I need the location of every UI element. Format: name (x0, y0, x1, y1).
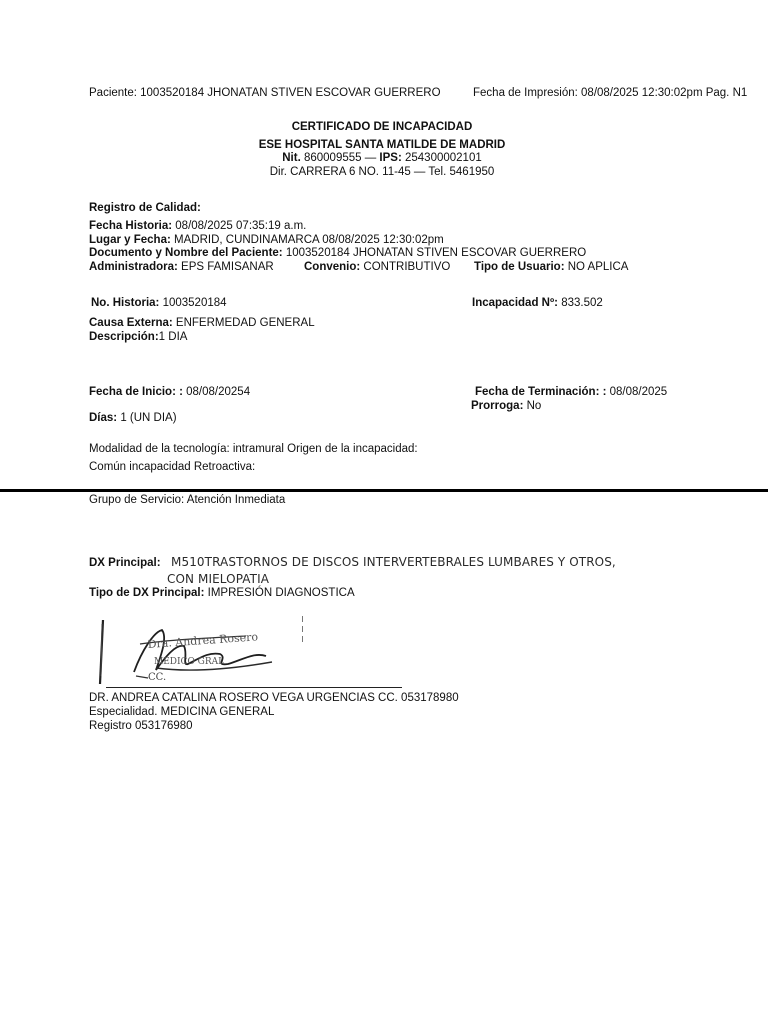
causa-value: ENFERMEDAD GENERAL (172, 317, 315, 329)
incapacidad-numero-label: Incapacidad Nº: (472, 297, 558, 309)
tipo-usuario (474, 261, 628, 273)
fecha-inicio-label: Fecha de Inicio: : (89, 386, 183, 398)
grupo-servicio: Grupo de Servicio: Atención Inmediata (89, 494, 286, 506)
fecha-inicio-value: 08/08/20254 (182, 386, 251, 398)
descripcion-value: 1 DIA (158, 331, 188, 343)
hospital-name: ESE HOSPITAL SANTA MATILDE DE MADRID (258, 139, 506, 151)
lugar-label: Lugar y Fecha: (89, 234, 171, 246)
stamp-cc: CC. (148, 672, 167, 683)
tipo-dx (89, 587, 355, 599)
prorroga (471, 400, 541, 412)
fecha-terminacion-value: 08/08/2025 (606, 386, 668, 398)
prorroga-label: Prorroga: (471, 400, 524, 412)
administradora-value: EPS FAMISANAR (177, 261, 274, 273)
incapacidad-numero (472, 297, 603, 309)
descripcion-label: Descripción: (89, 331, 159, 343)
doctor-registro: Registro 053176980 (89, 720, 193, 732)
no-historia-value: 1003520184 (159, 297, 227, 309)
administradora-label: Administradora: (89, 261, 178, 273)
fecha-historia (89, 220, 306, 232)
handwritten-signature (96, 614, 316, 690)
section-divider (0, 489, 768, 492)
administradora (89, 261, 274, 273)
dx-principal-line1: M510TRASTORNOS DE DISCOS INTERVERTEBRALES LUMBARES Y OTROS, (171, 555, 616, 569)
fecha-terminacion-label: Fecha de Terminación: : (475, 386, 607, 398)
documento-label: Documento y Nombre del Paciente: (89, 247, 283, 259)
convenio-label: Convenio: (304, 261, 361, 273)
print-date: Fecha de Impresión: 08/08/2025 12:30:02pm Pag. N1 (473, 87, 748, 99)
registro-heading: Registro de Calidad: (89, 202, 201, 214)
stamp-mark (302, 616, 303, 642)
dias-value: 1 (UN DIA) (117, 412, 177, 424)
nit-value: 860009555 — (300, 152, 380, 164)
certificate-title: CERTIFICADO DE INCAPACIDAD (291, 121, 473, 133)
fecha-historia-label: Fecha Historia: (89, 220, 173, 232)
nit-label: Nit. (282, 152, 301, 164)
dx-principal-line2: CON MIELOPATIA (167, 572, 270, 586)
causa-label: Causa Externa: (89, 317, 173, 329)
dx-principal-label: DX Principal: (89, 557, 161, 569)
stamp-title: MEDICO GRAL (154, 657, 225, 667)
doctor-especialidad: Especialidad. MEDICINA GENERAL (89, 706, 275, 718)
no-historia (91, 297, 227, 309)
hospital-address: Dir. CARRERA 6 NO. 11-45 — Tel. 5461950 (269, 166, 495, 178)
prorroga-value: No (523, 400, 542, 412)
tipo-dx-value: IMPRESIÓN DIAGNOSTICA (204, 587, 355, 599)
lugar-fecha (89, 234, 444, 246)
comun-retroactiva: Común incapacidad Retroactiva: (89, 461, 256, 473)
no-historia-label: No. Historia: (91, 297, 160, 309)
tipo-dx-label: Tipo de DX Principal: (89, 587, 205, 599)
dias-label: Días: (89, 412, 118, 424)
fecha-terminacion (475, 386, 667, 398)
convenio-value: CONTRIBUTIVO (360, 261, 451, 273)
descripcion (89, 331, 187, 343)
patient-header: Paciente: 1003520184 JHONATAN STIVEN ESCOVAR GUERRERO (89, 87, 441, 99)
lugar-value: MADRID, CUNDINAMARCA 08/08/2025 12:30:02pm (170, 234, 444, 246)
tipo-usuario-value: NO APLICA (564, 261, 629, 273)
ips-label: IPS: (379, 152, 402, 164)
nit-ips-line (0, 152, 764, 164)
documento-value: 1003520184 JHONATAN STIVEN ESCOVAR GUERRERO (282, 247, 587, 259)
stamp-name: Dra. Andrea Rosero (147, 630, 259, 651)
documento-paciente (89, 247, 586, 259)
dias (89, 412, 177, 424)
ips-value: 254300002101 (401, 152, 482, 164)
fecha-historia-value: 08/08/2025 07:35:19 a.m. (172, 220, 307, 232)
signature-line (106, 687, 402, 688)
tipo-usuario-label: Tipo de Usuario: (474, 261, 565, 273)
convenio (304, 261, 450, 273)
fecha-inicio (89, 386, 250, 398)
incapacidad-numero-value: 833.502 (558, 297, 603, 309)
doctor-name: DR. ANDREA CATALINA ROSERO VEGA URGENCIAS CC. 053178980 (89, 692, 459, 704)
modalidad-tecnologia: Modalidad de la tecnología: intramural Origen de la incapacidad: (89, 443, 418, 455)
causa-externa (89, 317, 315, 329)
